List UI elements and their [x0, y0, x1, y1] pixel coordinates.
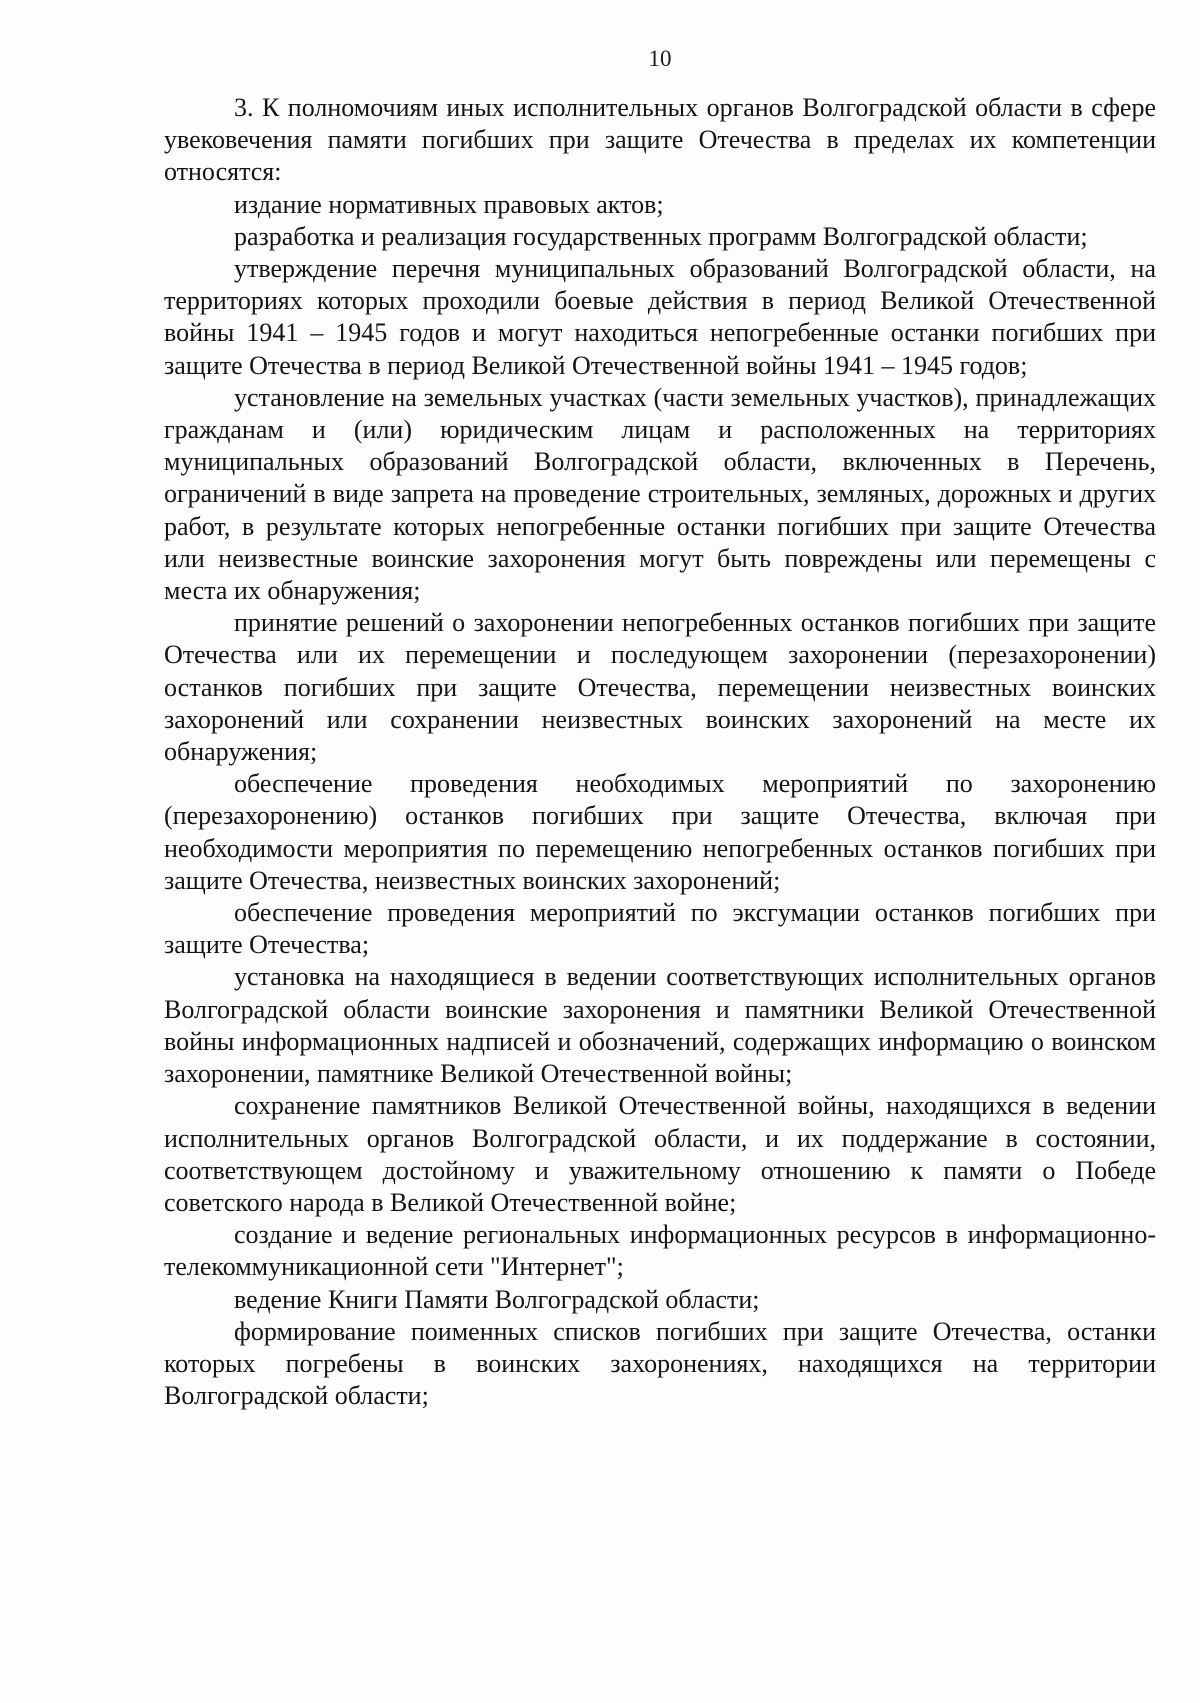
- paragraph-4: утверждение перечня муниципальных образований Волгоградской области, на территориях которых проходили боевые действия в период Великой Отечественной войны 1941 – 1945 годов и могут находиться непогребенные останки погибших при защите Отечества в период Великой Отечественной войны 1941 – 1945 годов;: [164, 254, 1156, 380]
- paragraph-3: разработка и реализация государственных программ Волгоградской области;: [234, 221, 1088, 251]
- page-number: 10: [648, 46, 672, 71]
- paragraph-12: ведение Книги Памяти Волгоградской области;: [234, 1284, 760, 1314]
- paragraph-2: издание нормативных правовых актов;: [234, 189, 664, 219]
- paragraph-9: установка на находящиеся в ведении соответствующих исполнительных органов Волгоградской области воинские захоронения и памятники Великой Отечественной войны информационных надписей и обозначений, содержащих информацию о воинском захоронении, памятнике Великой Отечественной войны;: [164, 962, 1156, 1089]
- paragraph-7: обеспечение проведения необходимых мероприятий по захоронению (перезахоронению) останков погибших при защите Отечества, включая при необходимости мероприятия по перемещению непогребенных останков погибших при защите Отечества, неизвестных воинских захоронений;: [164, 769, 1156, 895]
- paragraph-8: обеспечение проведения мероприятий по эксгумации останков погибших при защите Отечества;: [164, 898, 1156, 960]
- paragraph-13: формирование поименных списков погибших при защите Отечества, останки которых погребены в воинских захоронениях, находящихся на территории Волгоградской области;: [164, 1316, 1156, 1411]
- paragraph-10: сохранение памятников Великой Отечественной войны, находящихся в ведении исполнительных органов Волгоградской области, и их поддержание в состоянии, соответствующем достойному и уважительному отношению к памяти о Победе советского народа в Великой Отечественной войне;: [164, 1091, 1156, 1217]
- paragraph-6: принятие решений о захоронении непогребенных останков погибших при защите Отечества или их перемещении и последующем захоронении (перезахоронении) останков погибших при защите Отечества, перемещении неизвестных воинских захоронений или сохранении неизвестных воинских захоронений на месте их обнаружения;: [164, 608, 1156, 767]
- paragraph-5: установление на земельных участках (части земельных участков), принадлежащих гражданам и (или) юридическим лицам и расположенных на территориях муниципальных образований Волгоградской области, включенных в Перечень, ограничений в виде запрета на проведение строительных, земляных, дорожных и других работ, в результате которых непогребенные останки погибших при защите Отечества или неизвестные воинские захоронения могут быть повреждены или перемещены с места их обнаружения;: [164, 382, 1156, 606]
- paragraph-1: 3. К полномочиям иных исполнительных органов Волгоградской области в сфере увековечения памяти погибших при защите Отечества в пределах их компетенции относятся:: [164, 93, 1156, 187]
- paragraph-11: создание и ведение региональных информационных ресурсов в информационно-телекоммуникационной сети "Интернет";: [164, 1220, 1156, 1282]
- document-body: [164, 92, 1156, 1412]
